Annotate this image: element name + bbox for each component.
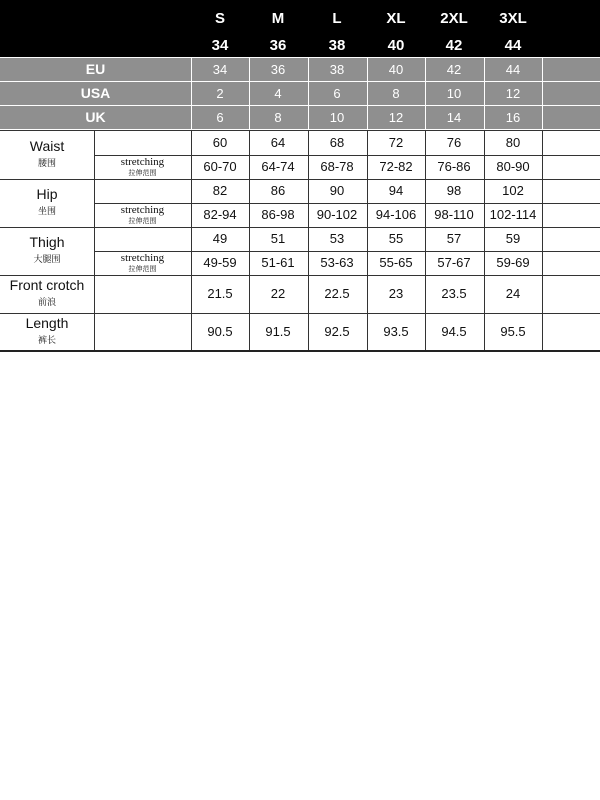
stretch-value: 98-110 — [434, 207, 474, 222]
stretch-value: 53-63 — [320, 255, 354, 270]
stretch-name: stretching — [120, 252, 165, 264]
conversion-value: 40 — [388, 62, 404, 77]
measurement-value: 80 — [505, 134, 521, 150]
conversion-value: 16 — [505, 110, 521, 125]
conversion-value: 8 — [274, 110, 282, 125]
conversion-value: 2 — [216, 86, 224, 101]
measurement-value: 22 — [270, 286, 286, 301]
measurement-name-zh: 大腿围 — [33, 254, 61, 264]
conversion-value: 12 — [505, 86, 521, 101]
column-divider — [191, 130, 192, 350]
stretch-value: 94-106 — [375, 207, 417, 222]
size-label: M — [271, 10, 285, 27]
measurement-value: 82 — [212, 183, 228, 198]
conversion-value: 38 — [329, 62, 345, 77]
conversion-value: 36 — [270, 62, 286, 77]
table-bottom-line — [0, 350, 600, 352]
measurement-value: 23.5 — [441, 286, 467, 301]
column-divider — [484, 130, 485, 350]
size-label: XL — [386, 10, 406, 27]
stretch-value: 64-74 — [261, 159, 295, 174]
conversion-value: 10 — [329, 110, 345, 125]
column-divider — [425, 130, 426, 350]
size-number: 38 — [328, 37, 346, 54]
conversion-value: 6 — [216, 110, 224, 125]
measurement-value: 55 — [388, 231, 404, 246]
stretch-name: stretching — [120, 204, 165, 216]
column-divider — [367, 130, 368, 350]
column-divider — [308, 130, 309, 350]
measurement-value: 68 — [329, 134, 345, 150]
measurement-value: 72 — [388, 134, 404, 150]
measurement-value: 23 — [388, 286, 404, 301]
measurement-value: 94 — [388, 183, 404, 198]
stretch-value: 51-61 — [261, 255, 295, 270]
size-number: 36 — [269, 37, 287, 54]
conversion-value: 12 — [388, 110, 404, 125]
size-number: 34 — [211, 37, 229, 54]
measurement-label — [0, 315, 94, 346]
size-label: 3XL — [499, 10, 527, 27]
measurement-value: 49 — [212, 231, 228, 246]
conversion-value: 10 — [446, 86, 462, 101]
conversion-value: 14 — [446, 110, 462, 125]
conversion-value: 34 — [212, 62, 228, 77]
column-divider — [542, 130, 543, 350]
measurement-value: 21.5 — [207, 286, 233, 301]
measurement-value: 95.5 — [500, 323, 526, 339]
measurement-value: 57 — [446, 231, 462, 246]
measurement-value: 94.5 — [441, 323, 467, 339]
measurement-value: 24 — [505, 286, 521, 301]
column-divider — [249, 130, 250, 350]
stretch-value: 49-59 — [203, 255, 237, 270]
column-divider — [94, 130, 95, 350]
size-number: 40 — [387, 37, 405, 54]
conversion-value: 44 — [505, 62, 521, 77]
conversion-value: 6 — [333, 86, 341, 101]
stretch-value: 72-82 — [379, 159, 413, 174]
stretch-name-zh: 拉伸范围 — [128, 217, 157, 225]
conversion-label: USA — [80, 85, 111, 101]
stretch-value: 68-78 — [320, 159, 354, 174]
size-label: S — [214, 10, 225, 27]
measurement-value: 51 — [270, 231, 286, 246]
size-label: 2XL — [440, 10, 468, 27]
measurement-name: Length — [25, 314, 69, 331]
stretch-name-zh: 拉伸范围 — [128, 169, 157, 177]
conversion-value: 8 — [392, 86, 400, 101]
size-number: 42 — [445, 37, 463, 54]
measurement-value: 93.5 — [383, 323, 409, 339]
measurement-name: Hip — [36, 186, 58, 202]
measurement-value: 53 — [329, 231, 345, 246]
stretch-value: 59-69 — [496, 255, 530, 270]
conversion-value: 42 — [446, 62, 462, 77]
size-number: 44 — [504, 37, 522, 54]
measurement-value: 22.5 — [324, 286, 350, 301]
measurement-value: 59 — [505, 231, 521, 246]
stretch-value: 86-98 — [261, 207, 295, 222]
measurement-name-zh: 裤长 — [37, 334, 56, 345]
section-top-line — [0, 130, 600, 131]
conversion-label: EU — [85, 61, 106, 77]
measurement-name: Front crotch — [9, 277, 85, 293]
stretch-value: 102-114 — [489, 207, 537, 222]
measurement-value: 86 — [270, 183, 286, 198]
conversion-label: UK — [85, 109, 106, 125]
size-label: L — [332, 10, 342, 27]
stretch-value: 80-90 — [496, 159, 530, 174]
stretch-value: 55-65 — [379, 255, 413, 270]
stretch-value: 60-70 — [203, 159, 237, 174]
measurement-value: 90.5 — [207, 323, 233, 339]
measurement-value: 64 — [270, 134, 286, 150]
measurement-value: 102 — [502, 183, 524, 198]
stretch-value: 76-86 — [437, 159, 471, 174]
stretch-value: 82-94 — [203, 207, 237, 222]
measurement-name: Thigh — [29, 234, 65, 250]
measurement-name-zh: 腰围 — [37, 157, 56, 168]
conversion-value: 4 — [274, 86, 282, 101]
size-chart — [0, 0, 600, 352]
stretch-name: stretching — [120, 156, 165, 168]
measurement-name: Waist — [29, 137, 65, 154]
measurement-value: 92.5 — [324, 323, 350, 339]
measurement-row-length — [0, 0, 600, 352]
measurement-value: 60 — [212, 134, 228, 150]
stretch-name-zh: 拉伸范围 — [128, 265, 157, 273]
measurement-value: 76 — [446, 134, 462, 150]
measurement-name-zh: 坐围 — [37, 206, 56, 216]
measurement-value: 90 — [329, 183, 345, 198]
stretch-value: 90-102 — [316, 207, 358, 222]
measurement-name-zh: 前浪 — [37, 297, 56, 307]
measurement-value: 98 — [446, 183, 462, 198]
measurement-value: 91.5 — [265, 323, 291, 339]
stretch-value: 57-67 — [437, 255, 471, 270]
